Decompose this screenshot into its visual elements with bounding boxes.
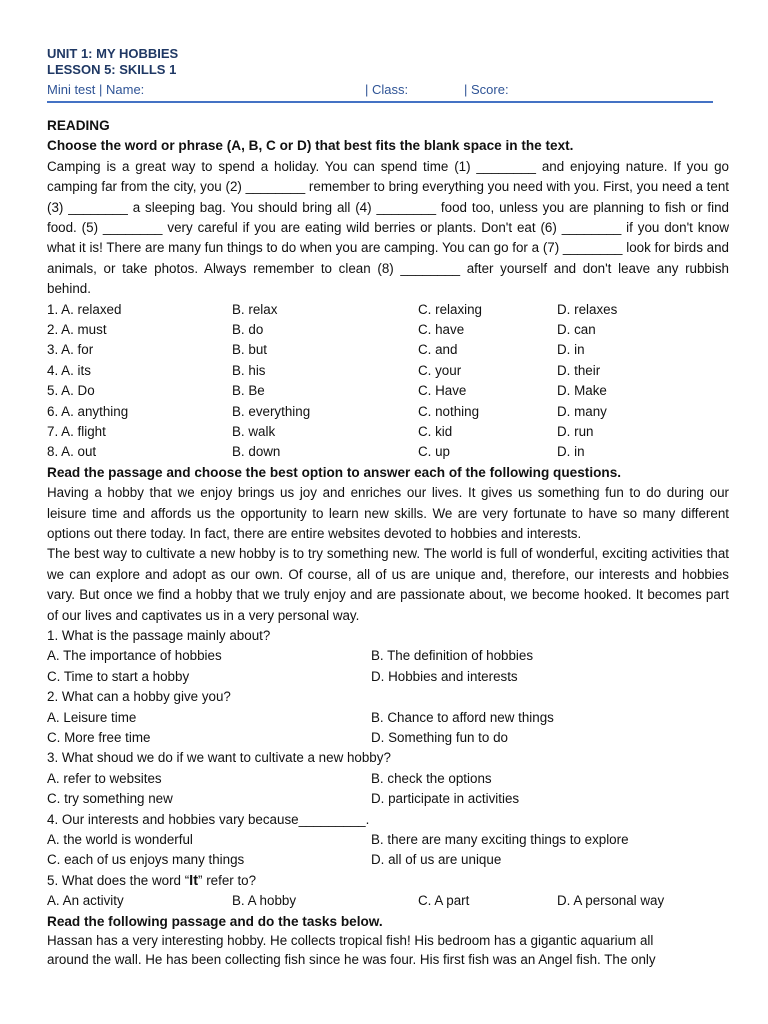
option: D. Hobbies and interests xyxy=(371,668,518,684)
option: 7. A. flight xyxy=(47,424,106,439)
option: B. but xyxy=(232,342,267,358)
option: A. The importance of hobbies xyxy=(47,648,222,664)
worksheet-header xyxy=(47,46,713,103)
option: C. up xyxy=(418,444,451,460)
mcq-row xyxy=(47,422,729,442)
option: C. Time to start a hobby xyxy=(47,668,190,684)
option: D. participate in activities xyxy=(371,791,520,807)
question-2: 2. What can a hobby give you? xyxy=(47,689,231,705)
answer-row xyxy=(47,891,729,911)
option: C. kid xyxy=(418,424,453,439)
option: B. Be xyxy=(232,383,265,399)
score-label: | Score: xyxy=(464,82,509,97)
option: 4. A. its xyxy=(47,362,91,378)
option: C. have xyxy=(418,322,465,338)
option: B. walk xyxy=(232,424,276,439)
option: B. A hobby xyxy=(232,893,297,909)
option: D. all of us are unique xyxy=(371,852,502,868)
hobby-passage-paragraph-2: The best way to cultivate a new hobby is to try something new. The world is full of wonderful, exciting activities that we can explore and adopt as our own. Of course, all of us are unique and, therefore, our interests and hobbies vary. But once we find a hobby that we truly enjoy and are passionate about, we become hooked. It becomes part of our lives and captivates us in a very personal way. xyxy=(47,546,729,623)
option: D. in xyxy=(557,444,585,460)
mcq-row xyxy=(47,381,729,401)
option: D. in xyxy=(557,342,585,358)
answer-row xyxy=(47,728,729,748)
option: A. refer to websites xyxy=(47,770,162,786)
question-3: 3. What shoud we do if we want to cultivate a new hobby? xyxy=(47,750,391,766)
fish-passage-line-1: Hassan has a very interesting hobby. He collects tropical fish! His bedroom has a gigantic aquarium all xyxy=(47,932,654,948)
question-5 xyxy=(47,871,729,891)
option: 8. A. out xyxy=(47,444,97,460)
mcq-row xyxy=(47,340,729,360)
question-5-end: ” refer to? xyxy=(198,872,257,888)
option: D. many xyxy=(557,403,607,419)
answer-row xyxy=(47,830,729,850)
answer-row xyxy=(47,769,729,789)
instruction-1: Choose the word or phrase (A, B, C or D) that best fits the blank space in the text. xyxy=(47,138,574,154)
option: C. and xyxy=(418,342,458,358)
mcq-row xyxy=(47,402,729,422)
option: B. do xyxy=(232,322,264,338)
option: D. their xyxy=(557,362,601,378)
option: 6. A. anything xyxy=(47,403,129,419)
instruction-2: Read the passage and choose the best option to answer each of the following questions. xyxy=(47,464,622,480)
option: D. Something fun to do xyxy=(371,730,508,746)
option: C. your xyxy=(418,362,462,378)
option: 3. A. for xyxy=(47,342,94,358)
option: B. everything xyxy=(232,403,311,419)
mcq-row xyxy=(47,442,729,462)
option: 5. A. Do xyxy=(47,383,95,399)
mcq-list-1 xyxy=(47,300,729,463)
answer-row xyxy=(47,667,729,687)
option: C. A part xyxy=(418,893,470,909)
answer-row xyxy=(47,789,729,809)
option: A. Leisure time xyxy=(47,709,137,725)
question-1: 1. What is the passage mainly about? xyxy=(47,628,271,644)
lesson-title: LESSON 5: SKILLS 1 xyxy=(47,62,177,77)
answer-row xyxy=(47,850,729,870)
option: C. More free time xyxy=(47,730,151,746)
option: D. relaxes xyxy=(557,301,618,317)
option: A. An activity xyxy=(47,893,124,909)
option: D. run xyxy=(557,424,594,439)
option: D. A personal way xyxy=(557,893,665,909)
question-5-start: 5. What does the word “ xyxy=(47,872,190,888)
mini-test-name-label: Mini test | Name: xyxy=(47,82,145,97)
option: C. try something new xyxy=(47,791,173,807)
option: D. can xyxy=(557,322,596,338)
unit-title: UNIT 1: MY HOBBIES xyxy=(47,46,179,61)
option: B. down xyxy=(232,444,281,460)
camping-passage: Camping is a great way to spend a holiday. You can spend time (1) ________ and enjoying nature. If you go camping far from the city, you (2) ________ remember to bring everything you need with you. First, you need a tent (3) ________ a sleeping bag. You should bring all (4) ________ food too, unless you are planning to fish or find food. (5) ________ very careful if you are eating wild berries or plants. Don't eat (6) ________ if you don't know what it is! There are many fun things to do when you are camping. You can go for a (7) ________ look for birds and animals, or take photos. Always remember to clean (8) ________ after yourself and don't leave any rubbish behind. xyxy=(47,158,729,297)
mcq-row xyxy=(47,300,729,320)
instruction-3: Read the following passage and do the tasks below. xyxy=(47,913,383,929)
option: B. Chance to afford new things xyxy=(371,709,554,725)
option: B. relax xyxy=(232,301,278,317)
option: B. The definition of hobbies xyxy=(371,648,534,664)
fish-passage-line-2: around the wall. He has been collecting fish since he was four. His first fish was an Angel fish. The only xyxy=(47,951,656,967)
option: B. his xyxy=(232,362,266,378)
option: 2. A. must xyxy=(47,322,107,338)
option: A. the world is wonderful xyxy=(47,832,193,847)
mcq-row xyxy=(47,320,729,340)
answer-row xyxy=(47,708,729,728)
student-info-line xyxy=(47,81,713,103)
option: C. each of us enjoys many things xyxy=(47,852,245,868)
question-5-word: It xyxy=(189,872,199,889)
option: 1. A. relaxed xyxy=(47,301,122,317)
question-4: 4. Our interests and hobbies vary because_________. xyxy=(47,811,370,827)
option: C. relaxing xyxy=(418,301,483,317)
option: C. nothing xyxy=(418,403,480,419)
mcq-row xyxy=(47,361,729,381)
option: B. check the options xyxy=(371,770,492,786)
section-title-reading: READING xyxy=(47,118,110,133)
option: B. there are many exciting things to explore xyxy=(371,832,629,847)
option: C. Have xyxy=(418,383,467,399)
option: D. Make xyxy=(557,383,607,399)
answer-row xyxy=(47,646,729,666)
worksheet-content xyxy=(47,116,729,969)
hobby-passage-paragraph-1: Having a hobby that we enjoy brings us joy and enriches our lives. It gives us something fun to do during our leisure time and affords us the opportunity to learn new skills. We are very fortunate to have so many different options out there today. In fact, there are entire websites devoted to hobbies and interests. xyxy=(47,485,729,541)
class-label: | Class: xyxy=(365,82,409,97)
